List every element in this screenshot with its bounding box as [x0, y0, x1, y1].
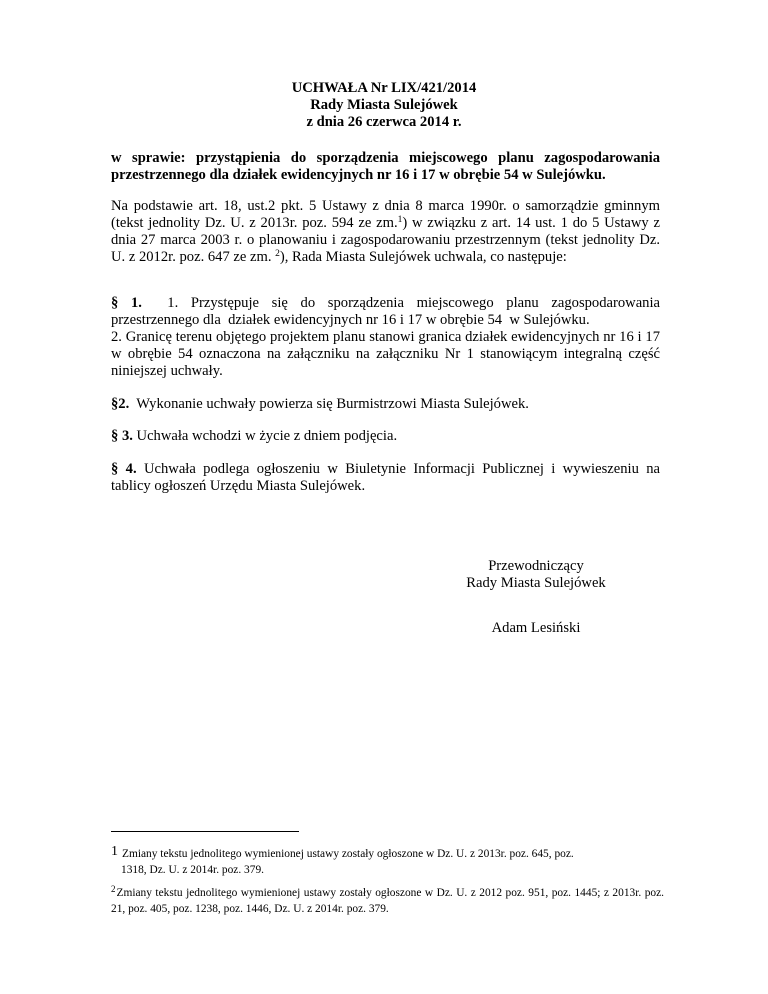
signature-body: Rady Miasta Sulejówek [466, 575, 606, 591]
legal-basis-part3: ), Rada Miasta Sulejówek uchwala, co następuje: [279, 249, 567, 265]
resolution-subject: w sprawie: przystąpienia do sporządzenia miejscowego planu zagospodarowania przestrzennego dla działek ewidencyjnych nr 16 i 17 w obrębie 54 w Sulejówku. [111, 150, 660, 183]
footnote-ref-2: 2 [275, 249, 280, 259]
signature-title: Przewodniczący [488, 558, 584, 574]
section-2 [111, 396, 660, 413]
section-3 [111, 428, 660, 445]
signature-name: Adam Lesiński [491, 620, 581, 636]
footnote-2 [111, 881, 664, 917]
section-1 [111, 295, 664, 380]
resolution-header [0, 80, 768, 131]
footnote-ref-1: 1 [397, 215, 403, 225]
legal-basis-part2: ) w związku z art. 14 ust. 1 do 5 Ustawy z dnia 27 marca 2003 r. o planowaniu i zagospodarowaniu przestrzennym (tekst jednolity Dz. U. z 2012r. poz. 647 ze zm. [111, 215, 660, 265]
legal-basis [111, 198, 660, 266]
footnote-divider [111, 831, 299, 832]
legal-basis-part1: Na podstawie art. 18, ust.2 pkt. 5 Ustawy z dnia 8 marca 1990r. o samorządzie gminnym (tekst jednolity Dz. U. z 2013r. poz. 594 ze zm. [111, 198, 660, 231]
footnote-2-text: Zmiany tekstu jednolitego wymienionej ustawy zostały ogłoszone w Dz. U. z 2012 poz. 951, poz. 1445; z 2013r. poz. 21, poz. 405, poz. 1238, poz. 1446, Dz. U. z 2014r. poz. 379. [111, 887, 664, 915]
footnote-2-mark: 2 [111, 884, 116, 894]
council-name: Rady Miasta Sulejówek [310, 97, 458, 113]
section-4-label: § 4. [111, 461, 137, 477]
section-1-text-1: 1. Przystępuje się do sporządzenia miejscowego planu zagospodarowania przestrzennego dla działek ewidencyjnych nr 16 i 17 w obrębie 54 w Sulejówku. [111, 295, 664, 328]
resolution-date: z dnia 26 czerwca 2014 r. [306, 114, 462, 130]
footnote-1 [111, 844, 664, 878]
section-4-text: Uchwała podlega ogłoszeniu w Biuletynie Informacji Publicznej i wywieszeniu na tablicy ogłoszeń Urzędu Miasta Sulejówek. [111, 461, 664, 494]
section-2-text: Wykonanie uchwały powierza się Burmistrzowi Miasta Sulejówek. [129, 396, 529, 412]
footnote-1-text: Zmiany tekstu jednolitego wymienionej ustawy zostały ogłoszone w Dz. U. z 2013r. poz. 645, poz. [122, 848, 574, 860]
section-1-text-2: 2. Granicę terenu objętego projektem planu stanowi granica działek ewidencyjnych nr 16 i 17 w obrębie 54 oznaczona na załączniku na załączniku Nr 1 stanowiącym integralną część niniejszej uchwały. [111, 329, 660, 379]
section-3-label: § 3. [111, 428, 133, 444]
footnote-1-mark: 1 [111, 844, 118, 859]
resolution-number: UCHWAŁA Nr LIX/421/2014 [291, 80, 477, 96]
section-1-label: § 1. [111, 295, 142, 311]
section-3-text: Uchwała wchodzi w życie z dniem podjęcia. [132, 428, 398, 444]
section-4 [111, 461, 664, 495]
section-2-label: §2. [111, 396, 130, 412]
section-1-para-1 [111, 295, 664, 329]
footnote-1-continuation: 1318, Dz. U. z 2014r. poz. 379. [121, 864, 264, 876]
